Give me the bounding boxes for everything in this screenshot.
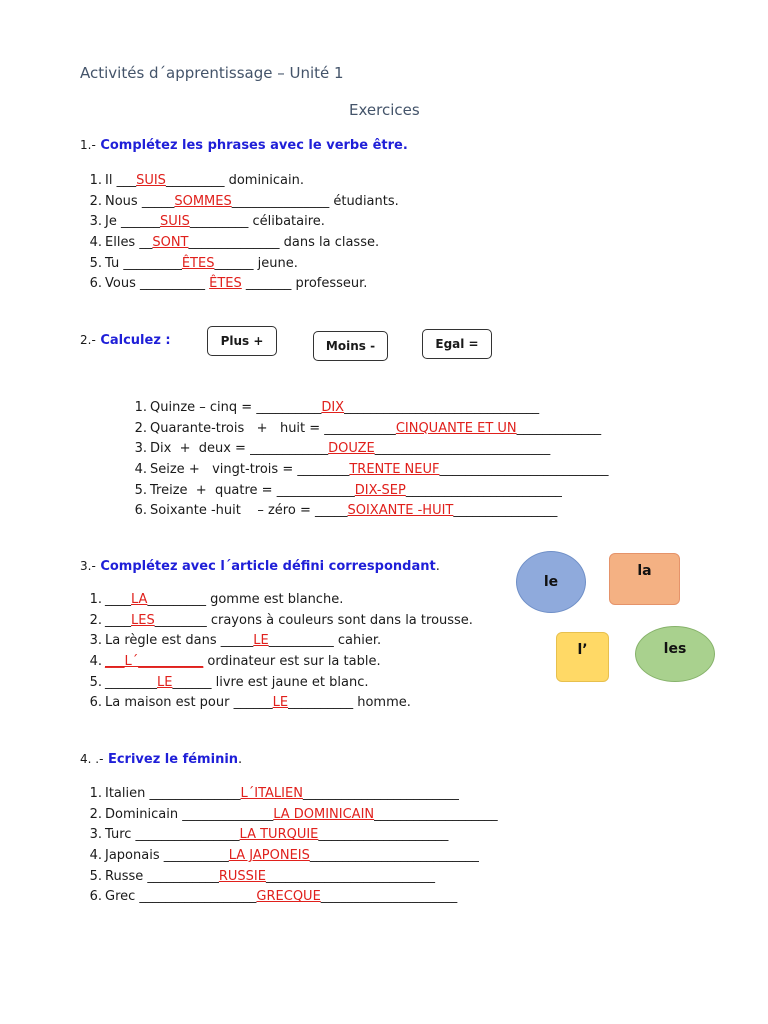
item-text-before: Je ______ xyxy=(105,214,160,230)
exercise-item xyxy=(80,784,498,805)
item-text-before: La règle est dans _____ xyxy=(105,633,254,649)
article-les-ellipse: les xyxy=(635,626,715,682)
exercise-item xyxy=(80,590,473,611)
exercise-instruction: Ecrivez le féminin xyxy=(107,752,239,767)
item-answer: SOIXANTE -HUIT xyxy=(347,503,454,519)
exercise-item xyxy=(80,254,399,275)
exercise-number: 3.- xyxy=(80,559,96,573)
item-number: 3. xyxy=(134,441,147,457)
item-number: 4. xyxy=(89,235,102,251)
exercise-3-list xyxy=(80,590,473,714)
item-text-after: ______ jeune. xyxy=(214,255,298,271)
exercise-4-list xyxy=(80,784,498,908)
exercise-item xyxy=(80,631,473,652)
item-answer: RUSSIE xyxy=(218,868,266,884)
item-text-after: _____________________ xyxy=(320,889,458,905)
item-text-before: La maison est pour ______ xyxy=(105,695,273,711)
exercise-item xyxy=(80,673,473,694)
exercise-item xyxy=(80,192,399,213)
exercise-1-list xyxy=(80,171,399,295)
item-number: 6. xyxy=(89,695,102,711)
item-text-before: ____ xyxy=(105,612,131,628)
item-text-before: ____ xyxy=(105,592,131,607)
exercise-item xyxy=(80,212,399,233)
item-text-before: Vous __________ xyxy=(105,276,210,292)
item-number: 2. xyxy=(134,420,147,436)
item-text-after: ______________ dans la classe. xyxy=(188,235,380,251)
item-number: 5. xyxy=(134,482,147,498)
item-number: 5. xyxy=(89,868,102,884)
item-text-after: ________ crayons à couleurs sont dans la trousse. xyxy=(154,612,473,628)
item-text-after: ________________________ xyxy=(405,482,562,498)
exercise-1-heading xyxy=(80,138,408,153)
exercise-item xyxy=(125,460,608,481)
item-answer: LES xyxy=(131,612,155,628)
item-text-before: Il ___ xyxy=(105,173,137,188)
item-text-before: Tu _________ xyxy=(105,255,182,271)
item-text-after: ______ livre est jaune et blanc. xyxy=(172,674,369,690)
exercise-2-heading xyxy=(80,333,171,348)
document-title: Activités d´apprentissage – Unité 1 xyxy=(80,64,344,82)
item-answer: SONT xyxy=(152,235,189,251)
exercise-item xyxy=(80,171,399,192)
item-answer: SUIS xyxy=(159,214,190,230)
heading-period: . xyxy=(238,752,243,767)
item-text-after: __________________________ xyxy=(309,848,479,864)
item-number: 2. xyxy=(89,806,102,822)
item-text-before: Seize + vingt-trois = ________ xyxy=(150,462,350,478)
item-number: 3. xyxy=(89,827,102,843)
item-text-after: ________________ xyxy=(453,503,558,519)
item-text-after: ____________________ xyxy=(318,827,449,843)
item-text-before: ________ xyxy=(105,674,157,690)
item-text-before: Soixante -huit – zéro = _____ xyxy=(150,503,348,519)
exercise-item xyxy=(125,398,608,419)
item-text-before: Nous _____ xyxy=(105,193,175,209)
item-text-after: _______________ étudiants. xyxy=(231,193,399,209)
exercise-item xyxy=(80,274,399,295)
item-answer: ÊTES xyxy=(209,276,242,292)
exercise-2-list xyxy=(125,398,608,522)
item-number: 3. xyxy=(89,214,102,230)
exercise-item xyxy=(80,611,473,632)
item-answer: LE xyxy=(253,633,269,649)
article-le-circle: le xyxy=(516,551,586,613)
exercise-item xyxy=(80,652,473,673)
item-answer: ___L´__________ xyxy=(105,654,204,670)
item-answer: LA TURQUIE xyxy=(239,827,319,843)
item-number: 6. xyxy=(134,503,147,519)
item-text-after: _______ professeur. xyxy=(241,276,368,292)
exercise-item xyxy=(125,439,608,460)
item-answer: LE xyxy=(272,695,289,711)
item-number: 3. xyxy=(89,633,102,649)
item-answer: LA xyxy=(131,592,148,607)
item-number: 4. xyxy=(89,654,102,670)
item-text-before: Dominicain ______________ xyxy=(105,806,274,822)
item-text-before: Russe ___________ xyxy=(105,868,219,884)
item-number: 6. xyxy=(89,276,102,292)
exercise-item xyxy=(80,693,473,714)
exercise-3-heading xyxy=(80,559,440,574)
item-text-after: ______________________________ xyxy=(344,400,540,415)
item-text-after: _________ gomme est blanche. xyxy=(147,592,344,607)
item-number: 6. xyxy=(89,889,102,905)
item-number: 2. xyxy=(89,193,102,209)
item-answer: GRECQUE xyxy=(256,889,321,905)
item-text-after: ___________________ xyxy=(374,806,498,822)
item-answer: DOUZE xyxy=(328,441,375,457)
item-answer: L´ITALIEN xyxy=(240,786,303,801)
exercise-item xyxy=(80,846,498,867)
item-text-before: Quarante-trois + huit = ___________ xyxy=(150,420,396,436)
exercise-4-heading xyxy=(80,752,242,767)
exercise-item xyxy=(80,887,498,908)
document-subtitle: Exercices xyxy=(349,101,420,119)
item-number: 1. xyxy=(89,173,102,188)
item-number: 4. xyxy=(89,848,102,864)
item-text-after: _________ dominicain. xyxy=(165,173,304,188)
item-number: 1. xyxy=(89,786,102,801)
item-answer: SUIS xyxy=(136,173,166,188)
item-text-before: Turc ________________ xyxy=(105,827,240,843)
item-text-before: Grec __________________ xyxy=(105,889,257,905)
item-text-before: Treize + quatre = ____________ xyxy=(150,482,355,498)
item-text-after: __________________________ xyxy=(265,868,435,884)
item-answer: DIX-SEP xyxy=(354,482,406,498)
item-answer: CINQUANTE ET UN xyxy=(395,420,517,436)
item-text-after: __________ cahier. xyxy=(268,633,382,649)
exercise-item xyxy=(80,867,498,888)
item-answer: DIX xyxy=(321,400,345,415)
item-number: 5. xyxy=(89,255,102,271)
exercise-instruction: Calculez : xyxy=(100,333,171,348)
exercise-item xyxy=(80,805,498,826)
exercise-number: 4. .- xyxy=(80,752,104,766)
equal-operator-box: Egal = xyxy=(422,329,492,359)
item-text-before: Quinze – cinq = __________ xyxy=(150,400,322,415)
heading-period: . xyxy=(435,559,440,574)
minus-operator-box: Moins - xyxy=(313,331,388,361)
item-number: 1. xyxy=(89,592,102,607)
item-text-after: __________________________ xyxy=(439,462,609,478)
item-answer: SOMMES xyxy=(174,193,232,209)
exercise-instruction: Complétez avec l´article défini correspondant xyxy=(100,559,436,574)
item-text-before: Japonais __________ xyxy=(105,848,229,864)
item-text-after: _________ célibataire. xyxy=(189,214,325,230)
item-text-after: __________ homme. xyxy=(288,695,411,711)
article-l-box: l’ xyxy=(556,632,609,682)
item-answer: LE xyxy=(157,674,173,690)
exercise-item xyxy=(80,825,498,846)
item-number: 5. xyxy=(89,674,102,690)
item-text-before: Dix + deux = ____________ xyxy=(150,441,329,457)
item-text-before: Elles __ xyxy=(105,235,153,251)
exercise-item xyxy=(125,481,608,502)
exercise-item xyxy=(125,419,608,440)
item-answer: LA JAPONEIS xyxy=(228,848,310,864)
exercise-number: 1.- xyxy=(80,138,96,152)
item-answer: LA DOMINICAIN xyxy=(273,806,375,822)
item-number: 1. xyxy=(134,400,147,415)
item-answer: ÊTES xyxy=(181,255,215,271)
exercise-instruction: Complétez les phrases avec le verbe être. xyxy=(100,138,408,153)
item-text-after: ________________________ xyxy=(302,786,459,801)
item-text-after: _____________ xyxy=(516,420,602,436)
article-la-box: la xyxy=(609,553,680,605)
item-number: 2. xyxy=(89,612,102,628)
plus-operator-box: Plus + xyxy=(207,326,277,356)
exercise-item xyxy=(80,233,399,254)
item-number: 4. xyxy=(134,462,147,478)
item-answer: TRENTE NEUF xyxy=(349,462,440,478)
item-text-after: ___________________________ xyxy=(374,441,551,457)
item-text-before: Italien ______________ xyxy=(105,786,241,801)
exercise-number: 2.- xyxy=(80,333,96,347)
item-text-after: ordinateur est sur la table. xyxy=(203,654,381,670)
exercise-item xyxy=(125,501,608,522)
